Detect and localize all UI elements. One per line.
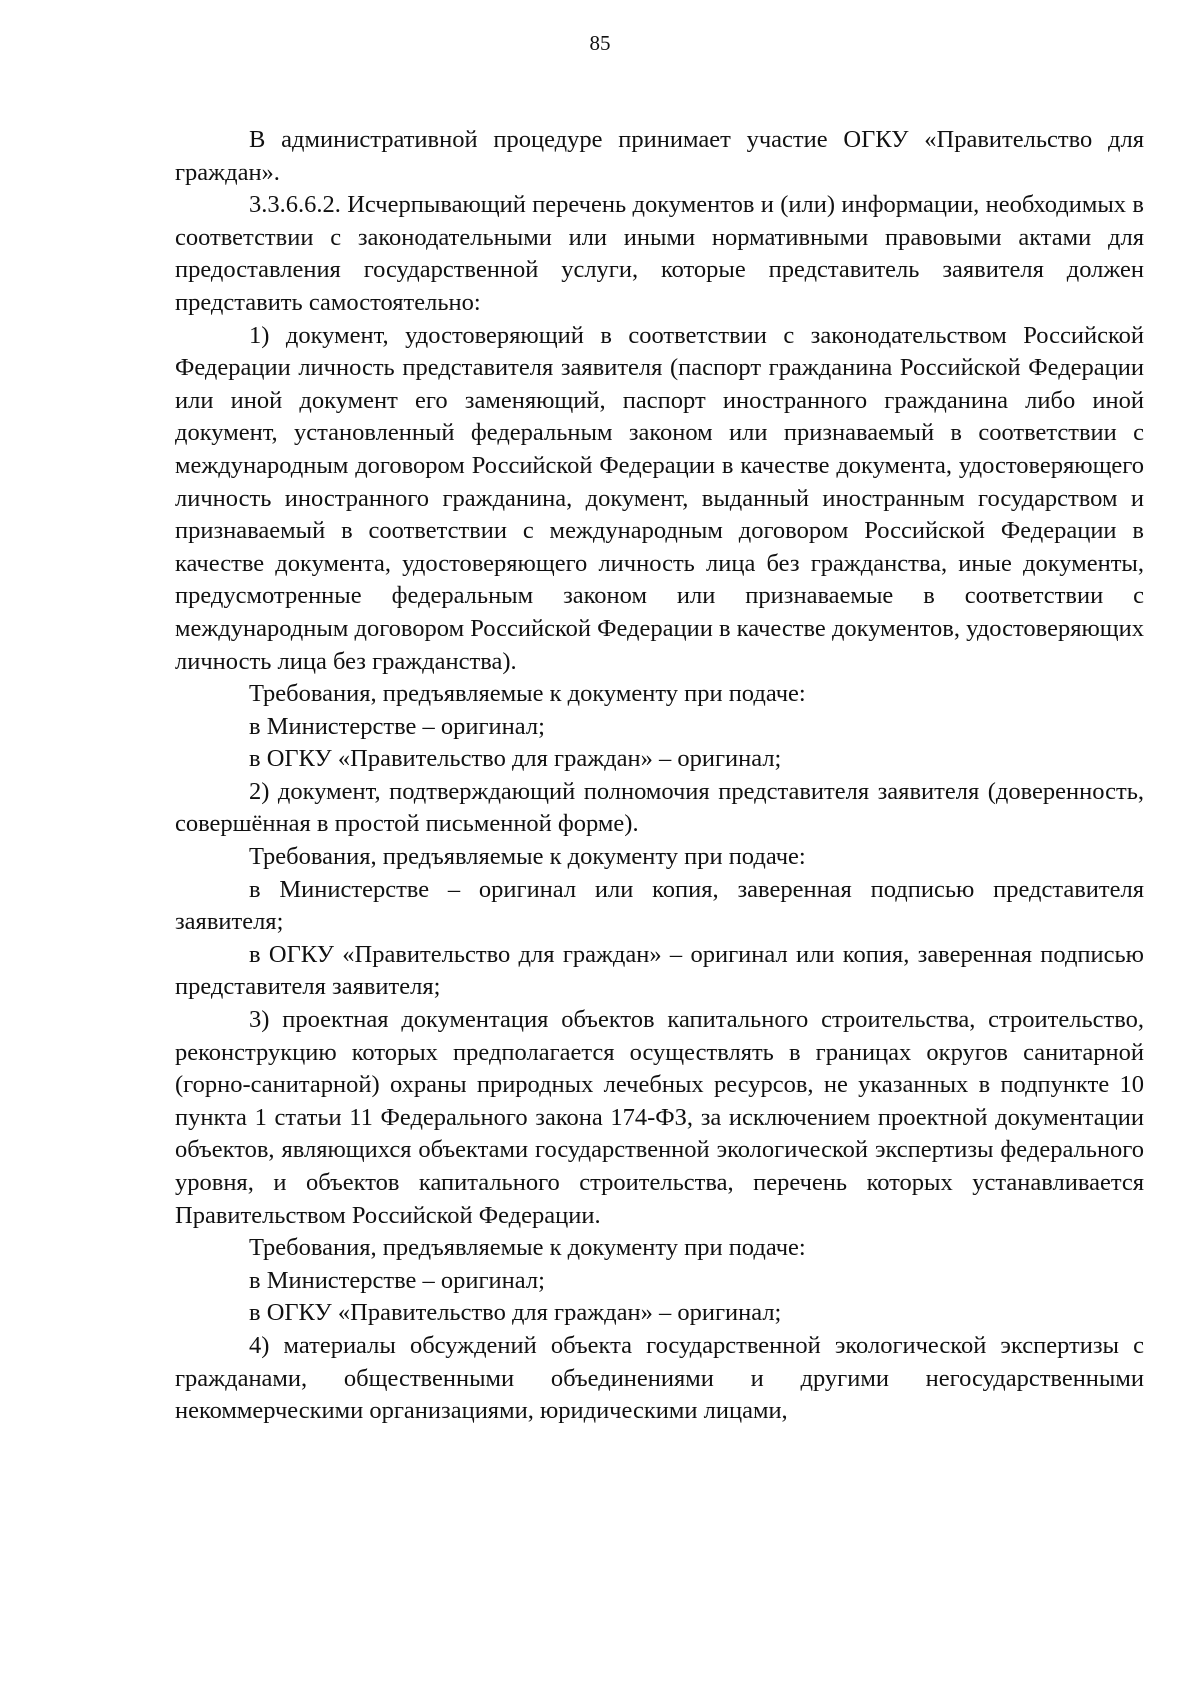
list-item-2: 2) документ, подтверждающий полномочия представителя заявителя (доверенность, совершённая в простой письменной форме). [175, 777, 1144, 838]
requirements-heading: Требования, предъявляемые к документу при подаче: [249, 1234, 806, 1262]
document-body [175, 124, 1144, 1428]
list-item-4: 4) материалы обсуждений объекта государственной экологической экспертизы с гражданами, общественными объединениями и другими негосударственными некоммерческими организациями, юридическими лицами, [175, 1331, 1144, 1425]
page-number: 85 [589, 31, 611, 55]
requirements-heading: Требования, предъявляемые к документу при подаче: [249, 843, 806, 871]
requirement-ministry: в Министерстве – оригинал или копия, заверенная подписью представителя заявителя; [175, 875, 1144, 936]
requirement-ministry: в Министерстве – оригинал; [249, 1266, 545, 1294]
list-item-1: 1) документ, удостоверяющий в соответствии с законодательством Российской Федерации личность представителя заявителя (паспорт гражданина Российской Федерации или иной документ его заменяющий, паспорт иностранного гражданина либо иной документ, установленный федеральным законом или признаваемый в соответствии с международным договором Российской Федерации в качестве документа, удостоверяющего личность иностранного гражданина, документ, выданный иностранным государством и признаваемый в соответствии с международным договором Российской Федерации в качестве документа, удостоверяющего личность лица без гражданства, иные документы, предусмотренные федеральным законом или признаваемые в соответствии с международным договором Российской Федерации в качестве документов, удостоверяющих личность лица без гражданства). [175, 321, 1144, 675]
list-item-3: 3) проектная документация объектов капитального строительства, строительство, реконструкцию которых предполагается осуществлять в границах округов санитарной (горно-санитарной) охраны природных лечебных ресурсов, не указанных в подпункте 10 пункта 1 статьи 11 Федерального закона 174-ФЗ, за исключением проектной документации объектов, являющихся объектами государственной экологической экспертизы федерального уровня, и объектов капитального строительства, перечень которых устанавливается Правительством Российской Федерации. [175, 1006, 1144, 1229]
requirement-ogku: в ОГКУ «Правительство для граждан» – оригинал или копия, заверенная подписью представителя заявителя; [175, 940, 1144, 1001]
requirement-ogku: в ОГКУ «Правительство для граждан» – оригинал; [249, 745, 782, 773]
paragraph-participant: В административной процедуре принимает участие ОГКУ «Правительство для граждан». [175, 126, 1144, 186]
requirements-heading: Требования, предъявляемые к документу при подаче: [249, 680, 806, 708]
requirement-ogku: в ОГКУ «Правительство для граждан» – оригинал; [249, 1299, 782, 1327]
requirement-ministry: в Министерстве – оригинал; [249, 712, 545, 740]
paragraph-section-3-3-6-6-2: 3.3.6.6.2. Исчерпывающий перечень документов и (или) информации, необходимых в соответствии с законодательными или иными нормативными правовыми актами для предоставления государственной услуги, которые представитель заявителя должен представить самостоятельно: [175, 191, 1144, 316]
